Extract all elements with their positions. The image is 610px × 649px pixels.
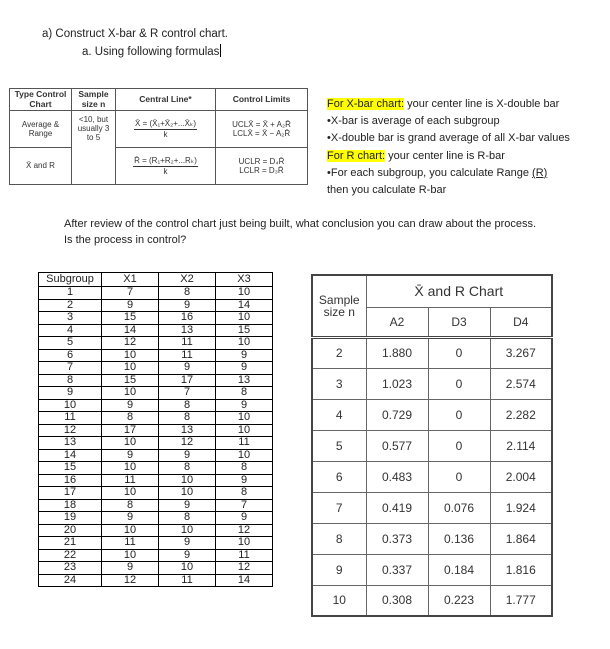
constants-row (312, 492, 552, 523)
constant-cell: 2.282 (490, 399, 552, 430)
table-cell: 18 (39, 499, 102, 512)
table-row (39, 562, 273, 575)
constants-row (312, 337, 552, 368)
table-cell: 11 (159, 337, 216, 350)
table-row (39, 387, 273, 400)
cell-xbar-limits (216, 111, 308, 148)
subgroup-table-body (39, 287, 273, 587)
header-sample-size: Sample size n (72, 89, 116, 111)
table-cell: 8 (216, 462, 273, 475)
constants-row (312, 461, 552, 492)
sample-size-cell: 3 (312, 368, 366, 399)
table-row (39, 399, 273, 412)
table-cell: 22 (39, 549, 102, 562)
table-row (39, 337, 273, 350)
table-row (39, 549, 273, 562)
table-cell: 11 (216, 549, 273, 562)
table-row (39, 474, 273, 487)
x2-header: X2 (159, 273, 216, 287)
table-cell: 12 (39, 424, 102, 437)
table-cell: 10 (39, 399, 102, 412)
xbar-ucl-formula: UCLX̄ = X̄ + A₂R̄ (232, 119, 291, 129)
table-cell: 11 (39, 412, 102, 425)
table-cell: 7 (159, 387, 216, 400)
table-cell: 12 (216, 562, 273, 575)
table-row (39, 374, 273, 387)
table-cell: 9 (216, 512, 273, 525)
sample-size-cell: 5 (312, 430, 366, 461)
note-bullet-3-text: •For each subgroup, you calculate Range (327, 166, 533, 179)
table-cell: 9 (102, 449, 159, 462)
table-cell: 8 (159, 512, 216, 525)
table-cell: 2 (39, 299, 102, 312)
constant-cell: 0.076 (428, 492, 490, 523)
note-bullet-1: •X-bar is average of each subgroup (327, 115, 500, 128)
table-cell: 21 (39, 537, 102, 550)
cell-chart-type-average-range: Average & Range (10, 111, 72, 148)
subgroup-data-table (38, 272, 273, 587)
table-cell: 10 (216, 412, 273, 425)
note-bullet-3-range: (R) (532, 166, 548, 179)
constant-cell: 1.924 (490, 492, 552, 523)
table-row (39, 324, 273, 337)
table-cell: 17 (102, 424, 159, 437)
table-cell: 10 (216, 312, 273, 325)
table-cell: 10 (159, 562, 216, 575)
notes-panel (327, 96, 607, 199)
note-xbar-chart (327, 96, 607, 113)
table-cell: 9 (159, 449, 216, 462)
table-row (39, 574, 273, 587)
constant-cell: 2.004 (490, 461, 552, 492)
table-cell: 4 (39, 324, 102, 337)
table-row (39, 287, 273, 300)
sample-size-cell: 9 (312, 554, 366, 585)
constant-cell: 0.729 (366, 399, 428, 430)
table-cell: 14 (216, 299, 273, 312)
table-cell: 9 (102, 399, 159, 412)
table-cell: 15 (39, 462, 102, 475)
constant-cell: 0.223 (428, 585, 490, 616)
table-cell: 10 (102, 387, 159, 400)
constant-cell: 1.777 (490, 585, 552, 616)
constant-cell: 2.114 (490, 430, 552, 461)
table-cell: 20 (39, 524, 102, 537)
constants-row (312, 368, 552, 399)
table-cell: 8 (216, 487, 273, 500)
subgroup-header: Subgroup (39, 273, 102, 287)
table-cell: 10 (159, 487, 216, 500)
table-cell: 9 (159, 499, 216, 512)
table-cell: 13 (159, 424, 216, 437)
xbar-lcl-formula: LCLX̄ = X̄ − A₂R̄ (232, 129, 291, 138)
sample-size-cell: 8 (312, 523, 366, 554)
table-cell: 10 (159, 524, 216, 537)
table-cell: 1 (39, 287, 102, 300)
constant-cell: 0.337 (366, 554, 428, 585)
note-r-label: For R chart: (327, 149, 386, 162)
table-cell: 9 (102, 512, 159, 525)
x1-header: X1 (102, 273, 159, 287)
table-cell: 10 (102, 549, 159, 562)
constant-cell: 2.574 (490, 368, 552, 399)
table-cell: 15 (102, 374, 159, 387)
constant-cell: 0.184 (428, 554, 490, 585)
table-cell: 10 (216, 337, 273, 350)
table-cell: 14 (102, 324, 159, 337)
note-bullet-2: •X-double bar is grand average of all X-bar values (327, 132, 570, 145)
d4-header: D4 (490, 307, 552, 337)
table-cell: 11 (159, 574, 216, 587)
table-cell: 9 (159, 362, 216, 375)
constant-cell: 0.373 (366, 523, 428, 554)
sample-size-cell: 10 (312, 585, 366, 616)
cell-rbar-center-formula (116, 148, 216, 185)
heading-part-a-sub-text: a. Using following formulas (82, 46, 220, 58)
table-cell: 13 (39, 437, 102, 450)
table-cell: 12 (102, 574, 159, 587)
table-cell: 8 (216, 387, 273, 400)
table-cell: 16 (39, 474, 102, 487)
rbar-center-fraction (133, 156, 198, 175)
note-bullet-3 (327, 165, 607, 182)
table-cell: 10 (216, 449, 273, 462)
table-cell: 12 (216, 524, 273, 537)
table-cell: 10 (102, 437, 159, 450)
constants-row (312, 585, 552, 616)
table-cell: 15 (102, 312, 159, 325)
table-cell: 10 (102, 462, 159, 475)
table-cell: 8 (159, 412, 216, 425)
table-cell: 10 (102, 487, 159, 500)
table-cell: 10 (216, 424, 273, 437)
header-type-control-chart: Type Control Chart (10, 89, 72, 111)
table-row (39, 412, 273, 425)
table-cell: 10 (159, 474, 216, 487)
rbar-center-numerator: R̄ = (R₁+R₂+...Rₖ) (134, 156, 197, 166)
constant-cell: 0.483 (366, 461, 428, 492)
text-cursor (220, 44, 221, 57)
table-cell: 5 (39, 337, 102, 350)
constants-table-body (312, 337, 552, 616)
constant-cell: 0 (428, 399, 490, 430)
a2-header: A2 (366, 307, 428, 337)
table-cell: 9 (216, 399, 273, 412)
table-cell: 9 (216, 474, 273, 487)
constants-row (312, 523, 552, 554)
xbar-center-denominator: k (163, 129, 168, 139)
cell-r-limits (216, 148, 308, 185)
table-cell: 9 (159, 537, 216, 550)
constants-row (312, 399, 552, 430)
constant-cell: 0.419 (366, 492, 428, 523)
table-row (39, 462, 273, 475)
constant-cell: 1.023 (366, 368, 428, 399)
table-row (39, 449, 273, 462)
table-cell: 14 (39, 449, 102, 462)
table-cell: 12 (159, 437, 216, 450)
table-cell: 8 (159, 287, 216, 300)
table-cell: 6 (39, 349, 102, 362)
constant-cell: 1.880 (366, 337, 428, 368)
table-cell: 9 (102, 562, 159, 575)
table-cell: 11 (216, 437, 273, 450)
table-cell: 11 (102, 537, 159, 550)
table-cell: 8 (102, 412, 159, 425)
table-cell: 7 (39, 362, 102, 375)
x3-header: X3 (216, 273, 273, 287)
constants-row (312, 554, 552, 585)
header-control-limits: Control Limits (216, 89, 308, 111)
constant-cell: 0 (428, 461, 490, 492)
table-cell: 11 (159, 349, 216, 362)
table-cell: 10 (102, 362, 159, 375)
constant-cell: 0 (428, 430, 490, 461)
question-block (64, 216, 604, 248)
heading-part-a-sub (82, 44, 221, 58)
header-central-line: Central Line* (116, 89, 216, 111)
d3-header: D3 (428, 307, 490, 337)
sample-size-header: Sample size n (312, 275, 366, 337)
table-cell: 3 (39, 312, 102, 325)
note-bullet-4: then you calculate R-bar (327, 184, 447, 197)
table-row (39, 499, 273, 512)
table-row (39, 524, 273, 537)
table-cell: 8 (159, 399, 216, 412)
table-cell: 16 (159, 312, 216, 325)
table-cell: 19 (39, 512, 102, 525)
table-cell: 8 (159, 462, 216, 475)
table-cell: 9 (159, 549, 216, 562)
question-line-2: Is the process in control? (64, 234, 187, 246)
constant-cell: 0.577 (366, 430, 428, 461)
table-cell: 8 (102, 499, 159, 512)
control-chart-constants-table (311, 274, 553, 617)
table-cell: 10 (216, 287, 273, 300)
table-cell: 9 (159, 299, 216, 312)
table-row (39, 512, 273, 525)
table-cell: 10 (216, 537, 273, 550)
table-cell: 13 (159, 324, 216, 337)
table-cell: 15 (216, 324, 273, 337)
constant-cell: 0.308 (366, 585, 428, 616)
table-row (39, 299, 273, 312)
table-cell: 9 (216, 362, 273, 375)
cell-chart-type-xbar-r: X̄ and R (10, 148, 72, 185)
constants-title: X̄ and R Chart (366, 275, 552, 307)
table-cell: 8 (39, 374, 102, 387)
constants-row (312, 430, 552, 461)
table-row (39, 312, 273, 325)
table-cell: 10 (102, 349, 159, 362)
table-cell: 17 (159, 374, 216, 387)
constant-cell: 1.816 (490, 554, 552, 585)
table-row (39, 537, 273, 550)
table-cell: 10 (102, 524, 159, 537)
sample-size-cell: 4 (312, 399, 366, 430)
table-cell: 24 (39, 574, 102, 587)
constant-cell: 1.864 (490, 523, 552, 554)
note-xbar-label: For X-bar chart: (327, 98, 405, 110)
table-cell: 11 (102, 474, 159, 487)
table-cell: 23 (39, 562, 102, 575)
table-cell: 7 (102, 287, 159, 300)
xbar-center-fraction (134, 119, 197, 138)
table-cell: 9 (102, 299, 159, 312)
constant-cell: 0 (428, 337, 490, 368)
sample-size-cell: 6 (312, 461, 366, 492)
rbar-center-denominator: k (163, 166, 168, 176)
table-row (39, 349, 273, 362)
table-row (39, 424, 273, 437)
note-r-text: your center line is R-bar (385, 149, 505, 162)
table-cell: 12 (102, 337, 159, 350)
constant-cell: 0 (428, 368, 490, 399)
r-lcl-formula: LCLR = D₃R̄ (239, 166, 284, 175)
table-cell: 17 (39, 487, 102, 500)
table-row (39, 437, 273, 450)
cell-sample-size-value: <10, but usually 3 to 5 (72, 111, 116, 185)
sample-size-cell: 2 (312, 337, 366, 368)
note-xbar-text: your center line is X-double bar (404, 98, 560, 110)
table-cell: 9 (39, 387, 102, 400)
r-ucl-formula: UCLR = D₄R̄ (238, 156, 285, 166)
heading-part-a: a) Construct X-bar & R control chart. (42, 28, 228, 40)
table-cell: 13 (216, 374, 273, 387)
cell-xbar-center-formula (116, 111, 216, 148)
constant-cell: 0.136 (428, 523, 490, 554)
xbar-center-numerator: X̄ = (X̄₁+X̄₂+...X̄ₖ) (134, 119, 196, 129)
note-r-chart (327, 148, 607, 165)
table-cell: 7 (216, 499, 273, 512)
question-line-1: After review of the control chart just being built, what conclusion you can draw about the process. (64, 218, 537, 230)
table-cell: 9 (216, 349, 273, 362)
formula-table (9, 88, 308, 185)
constant-cell: 3.267 (490, 337, 552, 368)
table-row (39, 362, 273, 375)
sample-size-cell: 7 (312, 492, 366, 523)
table-row (39, 487, 273, 500)
table-cell: 14 (216, 574, 273, 587)
